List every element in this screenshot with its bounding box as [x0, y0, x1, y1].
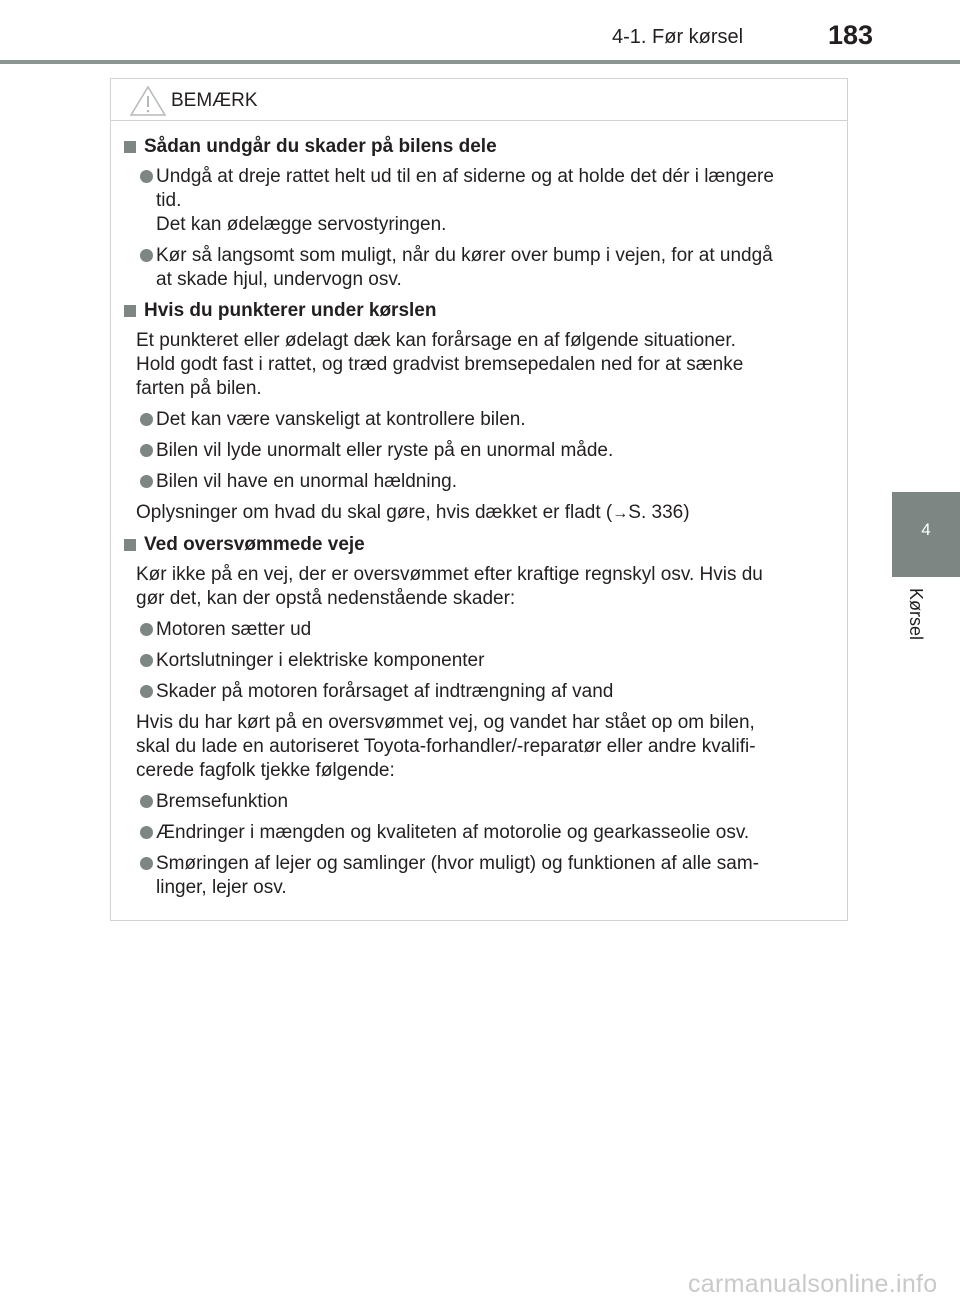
header-rule [0, 60, 960, 64]
bullet-item [119, 165, 839, 237]
paragraph-line: farten på bilen. [136, 378, 262, 399]
bullet-line: tid. [156, 190, 182, 211]
paragraph [119, 329, 839, 401]
bullet-item [119, 470, 839, 494]
section-heading [119, 533, 839, 557]
bullet-line: at skade hjul, undervogn osv. [156, 269, 402, 290]
section-heading [119, 299, 839, 323]
notice-content [111, 121, 847, 900]
bullet-line: Bilen vil have en unormal hældning. [156, 471, 458, 492]
bullet-item [119, 821, 839, 845]
notice-title: BEMÆRK [171, 90, 258, 111]
bullet-item [119, 852, 839, 900]
page-number: 183 [828, 20, 874, 50]
bullet-line: Kortslutninger i elektriske komponenter [156, 650, 485, 671]
bullet-line: Det kan være vanskeligt at kontrollere bilen. [156, 409, 526, 430]
paragraph-line: gør det, kan der opstå nedenstående skader: [136, 588, 516, 609]
square-bullet-icon [124, 305, 136, 317]
arrow-right-icon: → [612, 505, 629, 522]
paragraph-line: Kør ikke på en vej, der er oversvømmet efter kraftige regnskyl osv. Hvis du [136, 564, 763, 585]
bullet-item [119, 439, 839, 463]
round-bullet-icon [140, 623, 153, 636]
notice-header [111, 79, 847, 121]
paragraph-line: Oplysninger om hvad du skal gøre, hvis dækket er fladt ( [136, 502, 613, 523]
paragraph [119, 563, 839, 611]
round-bullet-icon [140, 826, 153, 839]
square-bullet-icon [124, 539, 136, 551]
round-bullet-icon [140, 249, 153, 262]
round-bullet-icon [140, 170, 153, 183]
bullet-item [119, 618, 839, 642]
bullet-line: Bremsefunktion [156, 791, 289, 812]
paragraph-line: skal du lade en autoriseret Toyota-forhandler/-reparatør eller andre kvalifi- [136, 736, 756, 757]
round-bullet-icon [140, 475, 153, 488]
paragraph [119, 711, 839, 783]
warning-triangle-icon [129, 85, 167, 117]
bullet-line: Motoren sætter ud [156, 619, 312, 640]
round-bullet-icon [140, 857, 153, 870]
heading-text: Hvis du punkterer under kørslen [144, 300, 437, 321]
paragraph-line: cerede fagfolk tjekke følgende: [136, 760, 395, 781]
round-bullet-icon [140, 413, 153, 426]
watermark: carmanualsonline.info [688, 1270, 938, 1298]
bullet-item [119, 649, 839, 673]
chapter-number: 4 [921, 520, 931, 539]
bullet-item [119, 790, 839, 814]
round-bullet-icon [140, 795, 153, 808]
bullet-line: Ændringer i mængden og kvaliteten af motorolie og gearkasseolie osv. [156, 822, 750, 843]
page-reference-link[interactable]: S. 336) [628, 502, 690, 523]
section-heading [119, 135, 839, 159]
bullet-line: Det kan ødelægge servostyringen. [156, 214, 447, 235]
bullet-line: Undgå at dreje rattet helt ud til en af siderne og at holde det dér i længere [156, 166, 774, 187]
bullet-item [119, 680, 839, 704]
round-bullet-icon [140, 654, 153, 667]
chapter-tab[interactable] [892, 492, 960, 577]
bullet-line: linger, lejer osv. [156, 877, 287, 898]
square-bullet-icon [124, 141, 136, 153]
round-bullet-icon [140, 444, 153, 457]
paragraph-line: Et punkteret eller ødelagt dæk kan forårsage en af følgende situationer. [136, 330, 736, 351]
heading-text: Sådan undgår du skader på bilens dele [144, 136, 497, 157]
bullet-item [119, 244, 839, 292]
heading-text: Ved oversvømmede veje [144, 534, 365, 555]
bullet-item [119, 408, 839, 432]
page-header-section: 4-1. Før kørsel [612, 26, 744, 48]
bullet-line: Skader på motoren forårsaget af indtrængning af vand [156, 681, 614, 702]
bullet-line: Bilen vil lyde unormalt eller ryste på en unormal måde. [156, 440, 614, 461]
round-bullet-icon [140, 685, 153, 698]
paragraph-line: Hvis du har kørt på en oversvømmet vej, og vandet har stået op om bilen, [136, 712, 755, 733]
paragraph [119, 501, 839, 526]
notice-box [110, 78, 848, 921]
bullet-line: Kør så langsomt som muligt, når du kører over bump i vejen, for at undgå [156, 245, 773, 266]
bullet-line: Smøringen af lejer og samlinger (hvor muligt) og funktionen af alle sam- [156, 853, 759, 874]
paragraph-line: Hold godt fast i rattet, og træd gradvist bremsepedalen ned for at sænke [136, 354, 744, 375]
chapter-title: Kørsel [906, 587, 926, 641]
